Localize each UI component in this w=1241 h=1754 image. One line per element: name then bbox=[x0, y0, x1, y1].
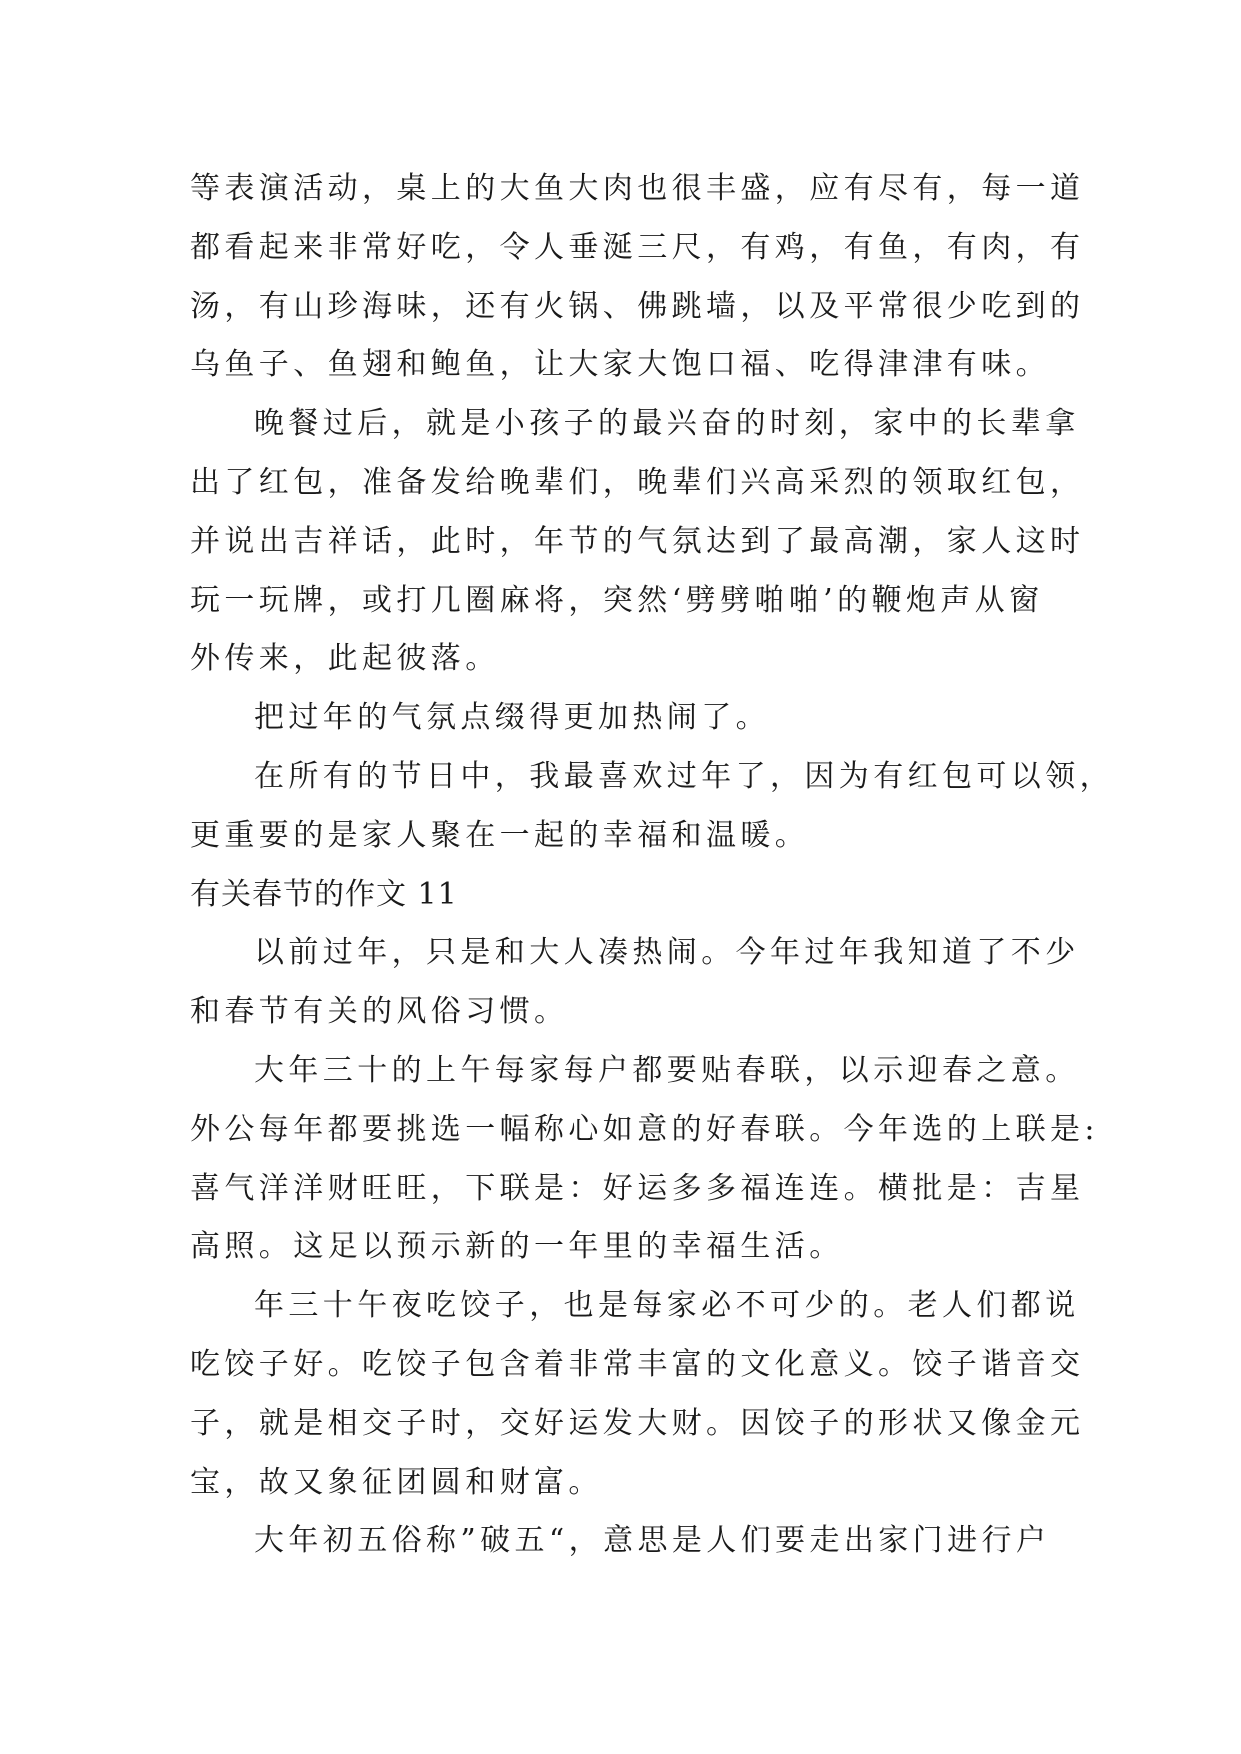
body-line: 汤，有山珍海味，还有火锅、佛跳墙，以及平常很少吃到的 bbox=[190, 288, 1085, 324]
body-line: 子，就是相交子时，交好运发大财。因饺子的形状又像金元 bbox=[190, 1405, 1085, 1441]
body-line: 更重要的是家人聚在一起的幸福和温暖。 bbox=[190, 817, 810, 853]
body-line: 和春节有关的风俗习惯。 bbox=[190, 994, 569, 1030]
body-line: 吃饺子好。吃饺子包含着非常丰富的文化意义。饺子谐音交 bbox=[190, 1346, 1085, 1382]
paragraph-first-line: 在所有的节日中，我最喜欢过年了，因为有红包可以领， bbox=[254, 758, 1114, 794]
essay-body bbox=[190, 160, 1114, 1571]
paragraph-first-line: 把过年的气氛点缀得更加热闹了。 bbox=[254, 700, 770, 736]
paragraph-first-line: 晚餐过后，就是小孩子的最兴奋的时刻，家中的长辈拿 bbox=[254, 406, 1080, 442]
body-line: 出了红包，准备发给晚辈们，晚辈们兴高采烈的领取红包， bbox=[190, 464, 1085, 500]
body-line: 喜气洋洋财旺旺，下联是：好运多多福连连。横批是：吉星 bbox=[190, 1170, 1085, 1206]
paragraph-first-line: 大年初五俗称”破五“，意思是人们要走出家门进行户 bbox=[254, 1523, 1051, 1559]
body-line: 高照。这足以预示新的一年里的幸福生活。 bbox=[190, 1229, 844, 1265]
body-line: 都看起来非常好吃，令人垂涎三尺，有鸡，有鱼，有肉，有 bbox=[190, 229, 1085, 265]
body-line: 等表演活动，桌上的大鱼大肉也很丰盛，应有尽有，每一道 bbox=[190, 171, 1085, 206]
body-line: 外公每年都要挑选一幅称心如意的好春联。今年选的上联是: bbox=[190, 1111, 1099, 1147]
paragraph-first-line: 大年三十的上午每家每户都要贴春联，以示迎春之意。 bbox=[254, 1052, 1080, 1088]
body-line: 宝，故又象征团圆和财富。 bbox=[190, 1464, 603, 1500]
section-heading: 有关春节的作文 11 bbox=[190, 876, 458, 912]
body-line: 外传来，此起彼落。 bbox=[190, 641, 500, 677]
paragraph-first-line: 年三十午夜吃饺子，也是每家必不可少的。老人们都说 bbox=[254, 1288, 1080, 1324]
body-line: 并说出吉祥话，此时，年节的气氛达到了最高潮，家人这时 bbox=[190, 523, 1085, 559]
body-line: 乌鱼子、鱼翅和鲍鱼，让大家大饱口福、吃得津津有味。 bbox=[190, 347, 1050, 383]
paragraph-first-line: 以前过年，只是和大人凑热闹。今年过年我知道了不少 bbox=[254, 935, 1080, 971]
body-line: 玩一玩牌，或打几圈麻将，突然‘劈劈啪啪’的鞭炮声从窗 bbox=[190, 582, 1044, 618]
